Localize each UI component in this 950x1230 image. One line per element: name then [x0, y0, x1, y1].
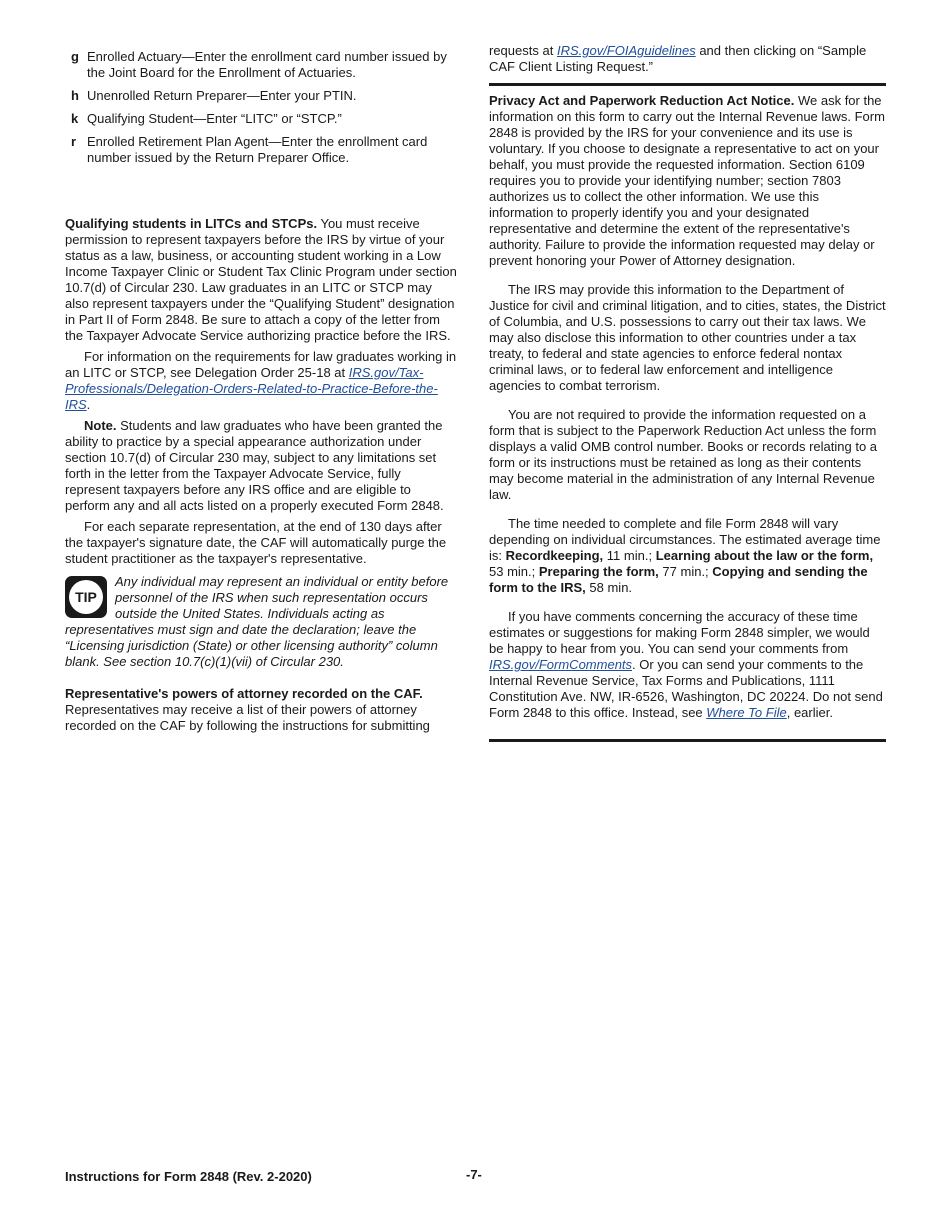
page-number: -7-	[466, 1167, 482, 1182]
foia-suffix: and then clicking on “Sample CAF Client Listing Request.”	[489, 43, 867, 74]
preparing-time: 77 min.;	[662, 564, 709, 579]
privacy-act-paragraph	[489, 93, 886, 269]
comments-text-b: . Or you can send your comments to the Internal Revenue Service, Tax Forms and Publications, 1111 Constitution Ave. NW, IR-6526, Washington, DC 20224. Do not send Form 2848 to this office. Instead, see	[489, 657, 883, 720]
list-text: Enrolled Actuary—Enter the enrollment card number issued by the Joint Board for the Enrollment of Actuaries.	[87, 49, 447, 80]
foia-paragraph	[489, 43, 886, 75]
list-letter: g	[71, 49, 79, 64]
tip-icon	[65, 576, 107, 618]
qualifying-students-heading: Qualifying students in LITCs and STCPs.	[65, 216, 318, 231]
delegation-order-end: .	[86, 397, 91, 412]
note-paragraph	[65, 418, 458, 514]
recordkeeping-label: Recordkeeping,	[505, 548, 604, 563]
tip-text: Any individual may represent an individual or entity before personnel of the IRS when such representation occurs outside the United States. Individuals acting as representatives must sign and date the declaration; leave the “Licensing jurisdiction (State) or other licensing authority” column blank. See section 10.7(c)(1)(vii) of Circular 230.	[65, 574, 449, 669]
list-letter: h	[71, 88, 79, 103]
comments-text-a: If you have comments concerning the accuracy of these time estimates or suggestions for making Form 2848 simpler, we would be happy to hear from you. You can send your comments from	[489, 609, 870, 656]
footer-form-title: Instructions for Form 2848 (Rev. 2-2020)	[65, 1169, 312, 1184]
tip-callout	[65, 574, 458, 670]
copying-time: 58 min.	[589, 580, 633, 595]
delegation-order-paragraph	[65, 349, 458, 413]
preparing-label: Preparing the form,	[538, 564, 659, 579]
list-item	[65, 49, 458, 81]
list-text: Unenrolled Return Preparer—Enter your PTIN.	[87, 88, 357, 103]
recordkeeping-time: 11 min.;	[606, 548, 653, 563]
learning-label: Learning about the law or the form,	[655, 548, 874, 563]
list-item	[65, 111, 458, 127]
note-text: Students and law graduates who have been granted the ability to practice by a special appearance authorization under section 10.7(d) of Circular 230 may, subject to any limitations set forth in the letter from the Taxpayer Advocate Service, fully represent taxpayers before any IRS office and are eligible to perform any and all acts listed on a properly executed Form 2848.	[65, 418, 444, 513]
powers-of-attorney-body: Representatives may receive a list of their powers of attorney recorded on the CAF by following the instructions for submitting	[65, 702, 430, 733]
left-column	[65, 49, 458, 734]
qualifying-students-body: You must receive permission to represent taxpayers before the IRS by virtue of your status as a law, business, or accounting student working in a Low Income Taxpayer Clinic or Student Tax Clinic Program under section 10.7(d) of Circular 230. Law graduates in an LITC or STCP may also represent taxpayers under the “Qualifying Student” designation in Part II of Form 2848. Be sure to attach a copy of the letter from the Taxpayer Advocate Service authorizing practice before the IRS.	[65, 216, 457, 343]
powers-of-attorney-heading: Representative's powers of attorney recorded on the CAF.	[65, 686, 423, 701]
foia-guidelines-link[interactable]: IRS.gov/FOIAguidelines	[556, 43, 696, 58]
copying-label: Copying and sending the form to the IRS,	[489, 564, 868, 595]
qualifying-students-paragraph	[65, 216, 458, 344]
list-item	[65, 134, 458, 166]
list-letter: k	[71, 111, 79, 126]
time-estimate-intro: The time needed to complete and file Form 2848 will vary depending on individual circumstances. The estimated average time is:	[489, 516, 881, 563]
comments-text-c: , earlier.	[786, 705, 833, 720]
delegation-orders-link[interactable]: IRS.gov/Tax-Professionals/Delegation-Orders-Related-to-Practice-Before-the-IRS	[65, 365, 438, 412]
note-label: Note.	[84, 418, 117, 433]
learning-time: 53 min.;	[489, 564, 536, 579]
separate-representation-paragraph: For each separate representation, at the end of 130 days after the taxpayer's signature date, the CAF will automatically purge the student practitioner as the taxpayer's representative.	[65, 519, 447, 566]
time-estimate-paragraph	[489, 516, 886, 596]
where-to-file-link[interactable]: Where To File	[706, 705, 787, 720]
list-letter: r	[71, 134, 77, 149]
foia-prefix: requests at	[489, 43, 554, 58]
powers-of-attorney-paragraph	[65, 686, 458, 734]
list-text: Qualifying Student—Enter “LITC” or “STCP.”	[87, 111, 342, 126]
privacy-act-heading: Privacy Act and Paperwork Reduction Act Notice.	[489, 93, 795, 108]
disclosure-paragraph: The IRS may provide this information to the Department of Justice for civil and criminal litigation, and to cities, states, the District of Columbia, and U.S. possessions to carry out their tax laws. We may also disclose this information to other countries under a tax treaty, to federal and state agencies to enforce federal nontax criminal laws, or to federal law enforcement and intelligence agencies to combat terrorism.	[489, 282, 886, 393]
right-column	[489, 43, 886, 742]
tip-badge-label: TIP	[69, 580, 103, 614]
list-item	[65, 88, 458, 104]
section-divider	[489, 83, 886, 86]
omb-paragraph: You are not required to provide the information requested on a form that is subject to the Paperwork Reduction Act unless the form displays a valid OMB control number. Books or records relating to a form or its instructions must be retained as long as their contents may become material in the administration of any Internal Revenue law.	[489, 407, 878, 502]
designation-code-list	[65, 49, 458, 166]
form-comments-link[interactable]: IRS.gov/FormComments	[489, 657, 633, 672]
comments-paragraph	[489, 609, 886, 721]
privacy-act-body: We ask for the information on this form to carry out the Internal Revenue laws. Form 2848 is provided by the IRS for your convenience and its use is voluntary. If you choose to designate a representative to act on your behalf, you must provide the requested information. Section 6109 requires you to provide your identifying number; section 7803 authorizes us to collect the other information. We use this information to properly identify you and your designated representative and determine the extent of the representative's authority. Failure to provide the information requested may delay or prevent honoring your Power of Attorney designation.	[489, 93, 885, 268]
delegation-order-text: For information on the requirements for law graduates working in an LITC or STCP, see Delegation Order 25-18 at	[65, 349, 457, 380]
list-text: Enrolled Retirement Plan Agent—Enter the enrollment card number issued by the Return Preparer Office.	[87, 134, 428, 165]
end-divider	[489, 739, 886, 742]
